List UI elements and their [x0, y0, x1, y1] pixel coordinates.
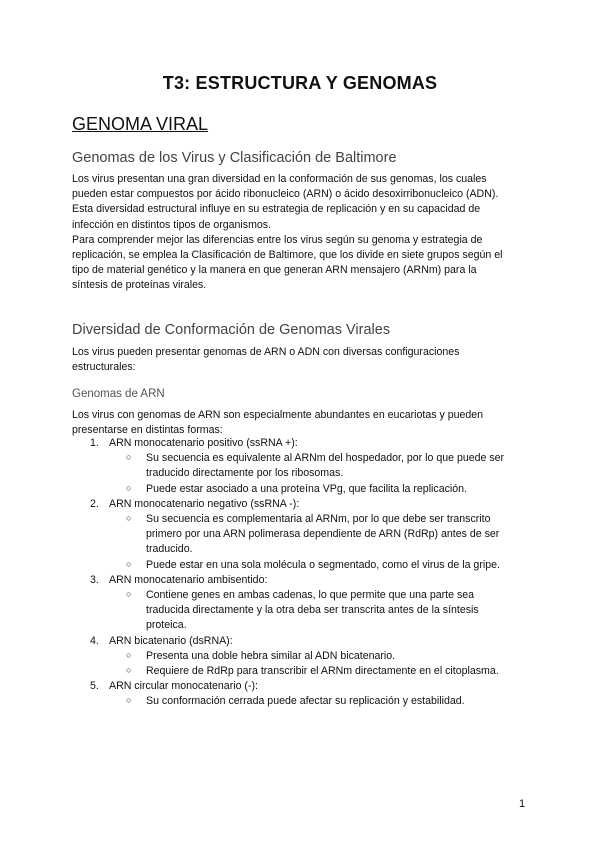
text-line: Puede estar en una sola molécula o segmentado, como el virus de la gripe.	[146, 558, 500, 571]
text-line: primero por una ARN polimerasa dependiente de ARN (RdRp) antes de ser	[146, 528, 500, 541]
list-number: 2.	[90, 497, 99, 510]
circle-bullet-icon: ○	[126, 482, 132, 493]
list-item	[72, 679, 542, 709]
section-heading: GENOMA VIRAL	[72, 114, 209, 134]
subsection-heading-baltimore: Genomas de los Virus y Clasificación de Baltimore	[72, 150, 397, 166]
text-line: proteica.	[146, 619, 187, 632]
list-item	[72, 573, 542, 634]
text-line: traducido directamente por los ribosomas.	[146, 467, 344, 480]
sub-list-item	[109, 588, 542, 634]
list-item	[72, 497, 542, 573]
sub-list-item	[109, 512, 542, 558]
paragraph-diversity	[72, 345, 534, 375]
document-title: T3: ESTRUCTURA Y GENOMAS	[162, 73, 438, 93]
list-number: 4.	[90, 634, 99, 647]
text-line: traducida directamente y la otra deba ser transcrita antes de la síntesis	[146, 604, 479, 617]
list-item	[72, 436, 542, 497]
circle-bullet-icon: ○	[126, 558, 132, 569]
sub-list	[109, 694, 542, 709]
text-line: pueden estar compuestos por ácido ribonucleico (ARN) o ácido desoxirribonucleico (ADN).	[72, 188, 499, 201]
sub-list-item	[109, 664, 542, 679]
sub-list-item	[109, 451, 542, 481]
text-line: Esta diversidad estructural influye en su estrategia de replicación y en su capacidad de	[72, 203, 481, 216]
sub-list	[109, 588, 542, 634]
sub-list	[109, 649, 542, 679]
sub-list-item	[109, 649, 542, 664]
list-item-label: ARN monocatenario positivo (ssRNA +):	[109, 437, 298, 449]
list-item-label: ARN bicatenario (dsRNA):	[109, 634, 233, 647]
subsection-heading-diversity: Diversidad de Conformación de Genomas Virales	[72, 322, 391, 338]
sub-list	[109, 451, 542, 497]
paragraph-baltimore	[72, 172, 534, 294]
text-line: presentarse en distintas formas:	[72, 424, 223, 437]
rna-types-list	[72, 436, 542, 710]
text-line: Puede estar asociado a una proteína VPg, que facilita la replicación.	[146, 482, 467, 495]
text-line: tipo de material genético y la manera en que generan ARN mensajero (ARNm) para la	[72, 264, 477, 277]
text-line: Presenta una doble hebra similar al ADN bicatenario.	[146, 649, 396, 662]
text-line: infección en distintos tipos de organismos.	[72, 218, 272, 231]
text-line: replicación, se emplea la Clasificación de Baltimore, que los divide en siete grupos según el	[72, 249, 503, 262]
subsubsection-heading-rna: Genomas de ARN	[72, 388, 165, 400]
list-number: 5.	[90, 680, 99, 693]
text-line: Su conformación cerrada puede afectar su replicación y estabilidad.	[146, 695, 465, 708]
list-item-label: ARN monocatenario negativo (ssRNA -):	[109, 497, 300, 510]
paragraph-rna-intro	[72, 408, 534, 438]
text-line: Para comprender mejor las diferencias entre los virus según su genoma y estrategia de	[72, 233, 483, 246]
circle-bullet-icon: ○	[126, 665, 132, 676]
text-line: Su secuencia es complementaria al ARNm, por lo que debe ser transcrito	[146, 513, 491, 526]
sub-list-item	[109, 558, 542, 573]
circle-bullet-icon: ○	[126, 649, 132, 660]
list-item-label: ARN circular monocatenario (-):	[109, 680, 258, 693]
text-line: Contiene genes en ambas cadenas, lo que permite que una parte sea	[146, 589, 475, 602]
list-item-label: ARN monocatenario ambisentido:	[109, 573, 268, 586]
sub-list-item	[109, 482, 542, 497]
sub-list-item	[109, 694, 542, 709]
text-line: Los virus pueden presentar genomas de ARN o ADN con diversas configuraciones	[72, 346, 460, 358]
list-number: 3.	[90, 573, 99, 586]
circle-bullet-icon: ○	[126, 589, 132, 600]
sub-list	[109, 512, 542, 573]
list-item	[72, 634, 542, 680]
list-number: 1.	[90, 437, 99, 449]
text-line: Los virus presentan una gran diversidad en la conformación de sus genomas, los cuales	[72, 173, 487, 185]
text-line: Requiere de RdRp para transcribir el ARNm directamente en el citoplasma.	[146, 665, 499, 678]
circle-bullet-icon: ○	[126, 695, 132, 706]
circle-bullet-icon: ○	[126, 513, 132, 524]
text-line: Su secuencia es equivalente al ARNm del hospedador, por lo que puede ser	[146, 452, 505, 465]
text-line: Los virus con genomas de ARN son especialmente abundantes en eucariotas y pueden	[72, 409, 484, 421]
text-line: estructurales:	[72, 361, 136, 374]
text-line: traducido.	[146, 543, 193, 556]
page-number: 1	[519, 798, 526, 810]
text-line: síntesis de proteínas virales.	[72, 279, 207, 292]
circle-bullet-icon: ○	[126, 452, 132, 463]
